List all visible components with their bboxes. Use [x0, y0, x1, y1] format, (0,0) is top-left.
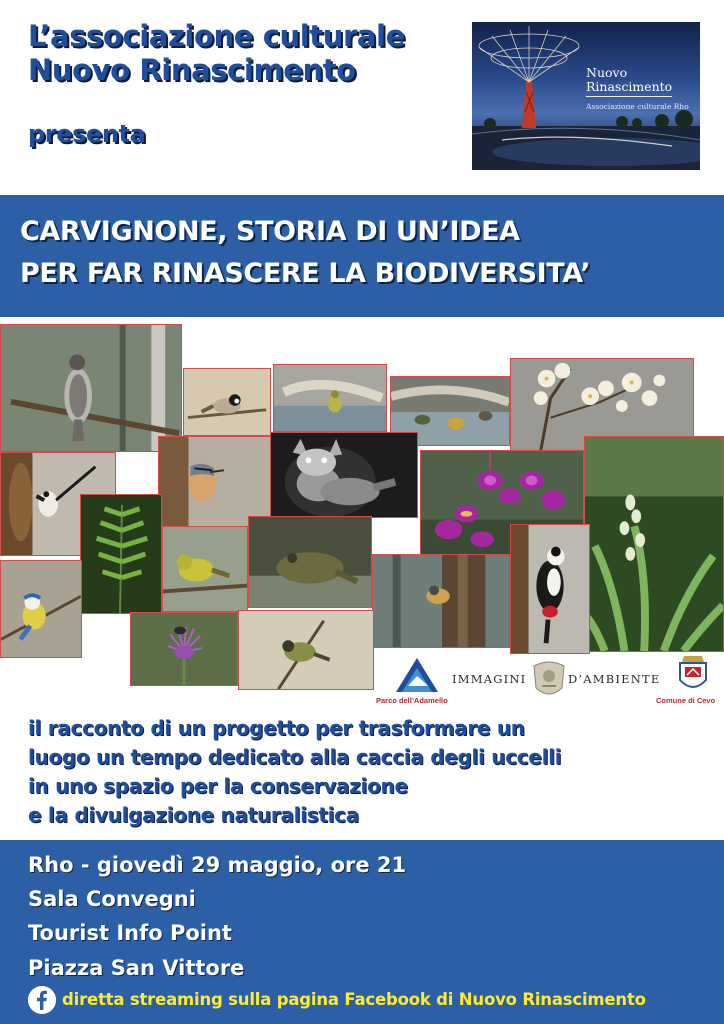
- parco-label: Parco dell’Adamello: [376, 696, 448, 705]
- dambiente-label: D’AMBIENTE: [568, 672, 661, 686]
- logo-divider: [586, 96, 672, 97]
- description-line-1: il racconto di un progetto per trasformare un: [28, 716, 525, 740]
- woodpecker-photo: [510, 524, 590, 654]
- logo-subtitle: Associazione culturale Rho: [586, 102, 689, 111]
- logo-name-line-1: Nuovo: [586, 65, 628, 80]
- organizer-line-1: L’associazione culturale: [28, 19, 405, 53]
- crest-icon: [530, 658, 568, 702]
- event-square: Piazza San Vittore: [28, 956, 245, 980]
- organizer-line-2: Nuovo Rinascimento: [28, 53, 356, 87]
- event-title-line-1: CARVIGNONE, STORIA DI UN’IDEA: [20, 216, 520, 247]
- streaming-link[interactable]: diretta streaming sulla pagina Facebook di Nuovo Rinascimento: [62, 990, 646, 1009]
- comune-label: Comune di Cevo: [656, 696, 716, 705]
- description-line-2: luogo un tempo dedicato alla caccia degli uccelli: [28, 745, 562, 769]
- frog-photo: [248, 516, 372, 608]
- nuovo-rinascimento-logo: [472, 22, 700, 170]
- serin-photo: [162, 526, 248, 612]
- facebook-icon[interactable]: [28, 986, 56, 1014]
- fox-photo: [270, 432, 418, 518]
- siskin-photo: [238, 610, 374, 690]
- description-line-3: in uno spazio per la conservazione: [28, 774, 408, 798]
- nuthatch-photo: [158, 436, 274, 528]
- thistle-photo: [130, 612, 238, 686]
- presents-label: presenta: [28, 120, 146, 148]
- tit-bird-photo: [183, 368, 271, 436]
- bird-on-branch-photo: [273, 364, 387, 432]
- description-line-4: e la divulgazione naturalistica: [28, 803, 359, 827]
- parco-adamello-logo: [376, 656, 460, 706]
- comune-di-cevo-logo: [656, 654, 724, 706]
- immagini-label: IMMAGINI: [452, 672, 527, 686]
- event-hall: Sala Convegni: [28, 887, 196, 911]
- logo-name: [586, 66, 696, 94]
- title-band: [0, 195, 724, 317]
- event-venue: Tourist Info Point: [28, 921, 232, 945]
- immagini-dambiente-logo: [452, 656, 661, 702]
- bird-of-prey-photo: [0, 324, 182, 452]
- logo-name-line-2: Rinascimento: [586, 79, 673, 94]
- mountain-icon: [392, 656, 442, 694]
- blue-tit-photo: [0, 560, 82, 658]
- event-date: Rho - giovedì 29 maggio, ore 21: [28, 853, 407, 877]
- bird-on-trunk-photo: [372, 554, 510, 648]
- orchid-plant-photo: [584, 436, 724, 652]
- coat-of-arms-icon: [676, 654, 710, 694]
- fern-photo: [80, 494, 162, 614]
- event-title-line-2: PER FAR RINASCERE LA BIODIVERSITA’: [20, 258, 591, 289]
